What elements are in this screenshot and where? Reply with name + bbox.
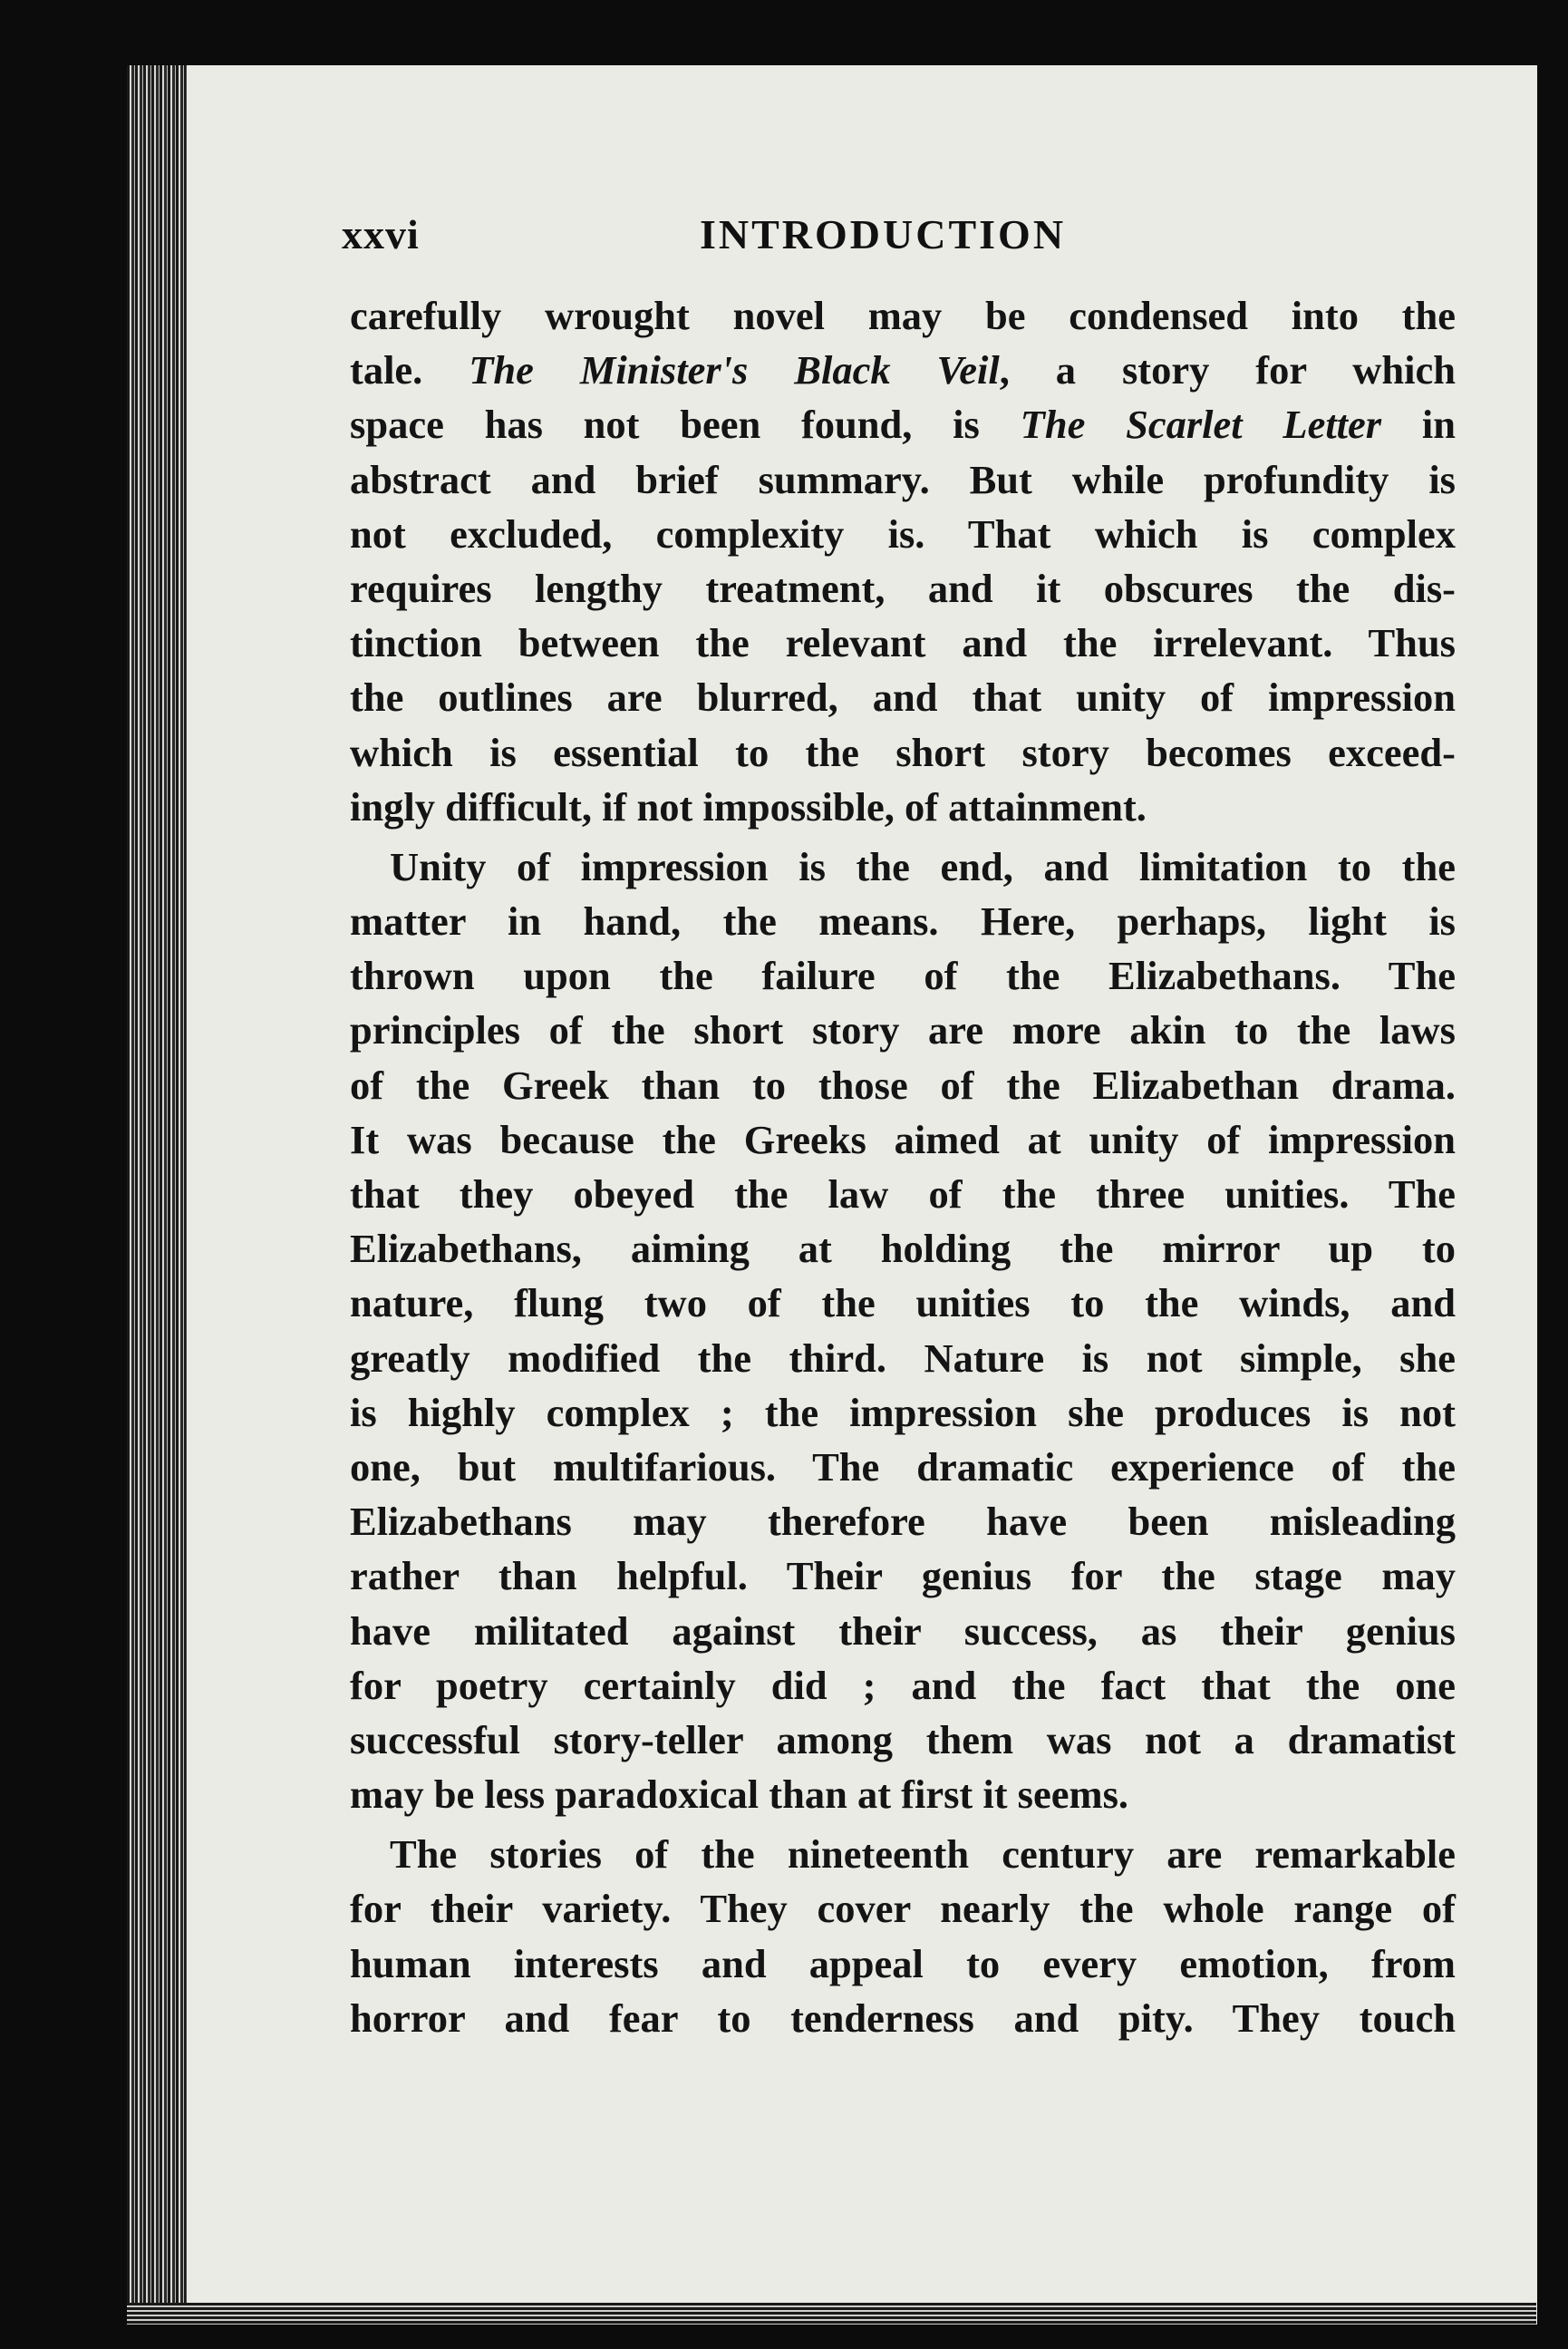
page-header: [342, 210, 1452, 274]
text-line: successful story-teller among them was not a dramatist: [350, 1716, 1456, 1762]
text-line: It was because the Greeks aimed at unity of impression: [350, 1116, 1456, 1162]
text-line: nature, flung two of the unities to the winds, and: [350, 1280, 1456, 1326]
text-line: Unity of impression is the end, and limitation to the: [390, 843, 1456, 889]
text-line: for their variety. They cover nearly the whole range of: [350, 1886, 1456, 1932]
text-line: rather than helpful. Their genius for the stage may: [350, 1553, 1456, 1599]
text-line: greatly modified the third. Nature is not simple, she: [350, 1335, 1456, 1381]
text-line: tinction between the relevant and the irrelevant. Thus: [350, 620, 1456, 666]
text-line: ingly difficult, if not impossible, of attainment.: [350, 783, 1147, 830]
text-line: carefully wrought novel may be condensed into the: [350, 293, 1456, 338]
text-line: of the Greek than to those of the Elizabethan drama.: [350, 1062, 1456, 1108]
text-line: which is essential to the short story becomes exceed-: [350, 729, 1456, 775]
italic-title: The Scarlet Letter: [1020, 402, 1382, 448]
text-line: matter in hand, the means. Here, perhaps, light is: [350, 898, 1456, 945]
text-line-with-italic: space has not been found, is The Scarlet Letter in: [350, 402, 1456, 448]
text-line: abstract and brief summary. But while profundity is: [350, 456, 1456, 502]
body-text: [350, 288, 1456, 2045]
text-line: horror and fear to tenderness and pity. They touch: [350, 1995, 1456, 2041]
text-line: not excluded, complexity is. That which is complex: [350, 510, 1456, 557]
text-line: The stories of the nineteenth century are remarkable: [390, 1831, 1456, 1878]
text-line: requires lengthy treatment, and it obscures the dis-: [350, 565, 1456, 611]
italic-title: The Minister's Black Veil: [469, 347, 1000, 393]
text-line-with-italic: tale. The Minister's Black Veil, a story for which: [350, 347, 1456, 393]
running-head: INTRODUCTION: [700, 211, 1067, 257]
text-line: Elizabethans, aiming at holding the mirror up to: [350, 1226, 1456, 1272]
text-line: is highly complex ; the impression she produces is not: [350, 1389, 1456, 1435]
text-line: principles of the short story are more akin to the laws: [350, 1007, 1456, 1053]
text-line: for poetry certainly did ; and the fact that the one: [350, 1662, 1456, 1708]
text-line: have militated against their success, as their genius: [350, 1607, 1456, 1654]
text-line: that they obeyed the law of the three unities. The: [350, 1171, 1456, 1217]
text-line: Elizabethans may therefore have been misleading: [350, 1499, 1456, 1545]
page-edges-bottom: [127, 2303, 1536, 2325]
text-line: the outlines are blurred, and that unity of impression: [350, 675, 1456, 721]
page-edges: [127, 65, 187, 2325]
text-line: thrown upon the failure of the Elizabethans. The: [350, 953, 1456, 999]
page-number: xxvi: [342, 211, 420, 257]
text-line: human interests and appeal to every emotion, from: [350, 1940, 1456, 1986]
text-line: one, but multifarious. The dramatic experience of the: [350, 1443, 1456, 1490]
text-line: may be less paradoxical than at first it seems.: [350, 1771, 1129, 1818]
